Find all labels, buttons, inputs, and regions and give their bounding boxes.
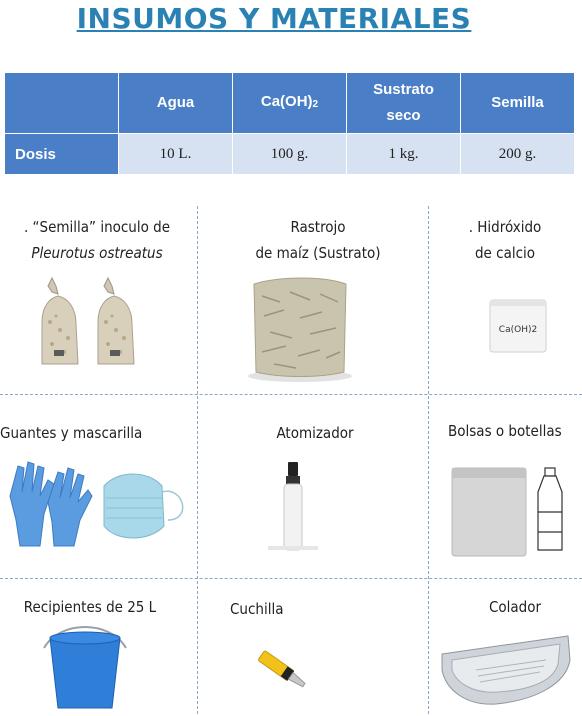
bucket-image [40, 624, 130, 712]
caption-hidroxido [440, 214, 570, 266]
spray-bottle-image [262, 458, 322, 556]
strainer-image [436, 630, 576, 710]
grid-divider-h2 [0, 578, 582, 579]
dose-sustrato: 1 kg. [347, 134, 461, 175]
bag-and-bottle-image [448, 462, 574, 560]
caption-guantes: Guantes y mascarilla [0, 424, 143, 442]
header-sustrato-line2: seco [386, 107, 421, 124]
calcium-hydroxide-bag-image [488, 298, 548, 354]
gloves-and-mask-image [0, 456, 192, 554]
bag-label: Ca(OH)2 [498, 325, 538, 335]
header-sustrato [347, 73, 461, 134]
caption-colador: Colador [488, 598, 542, 616]
caption-recipientes: Recipientes de 25 L [23, 598, 157, 616]
gloves [10, 462, 92, 546]
header-semilla: Semilla [461, 73, 575, 134]
dose-agua: 10 L. [119, 134, 233, 175]
grid-divider-h1 [0, 394, 582, 395]
seed-bags-image [36, 272, 146, 372]
table-corner-cell [5, 73, 119, 134]
corn-stover-image [240, 272, 360, 384]
row-label-dosis: Dosis [5, 134, 119, 175]
dose-semilla: 200 g. [461, 134, 575, 175]
caption-cuchilla: Cuchilla [230, 600, 284, 618]
caption-rastrojo-line1: Rastrojo [290, 218, 346, 236]
pouch-bag [452, 468, 526, 556]
table-row [5, 134, 575, 175]
caption-semilla-line1: . “Semilla” inoculo de [23, 218, 171, 236]
page-title: INSUMOS Y MATERIALES [76, 2, 472, 35]
grid-divider-v1 [197, 206, 198, 714]
table-header-row [5, 73, 575, 134]
dose-caoh2: 100 g. [233, 134, 347, 175]
caption-semilla-line2: Pleurotus ostreatus [31, 244, 163, 262]
caption-atomizador: Atomizador [276, 424, 354, 442]
caption-rastrojo-line2: de maíz (Sustrato) [255, 244, 381, 262]
face-mask [104, 474, 183, 538]
plastic-bottle [538, 468, 562, 550]
seed-bag-right [98, 278, 134, 364]
grid-divider-v2 [428, 206, 429, 714]
dosage-table [4, 72, 575, 175]
caption-semilla [2, 214, 192, 266]
seed-bag-left [42, 278, 78, 364]
header-caoh2: Ca(OH)2 [233, 73, 347, 134]
caption-bolsas: Bolsas o botellas [448, 422, 562, 440]
utility-knife-image [250, 644, 314, 698]
caption-rastrojo [220, 214, 416, 266]
caption-hidroxido-line2: de calcio [474, 244, 536, 262]
caption-hidroxido-line1: . Hidróxido [468, 218, 542, 236]
header-sustrato-line1: Sustrato [373, 81, 434, 98]
header-agua: Agua [119, 73, 233, 134]
